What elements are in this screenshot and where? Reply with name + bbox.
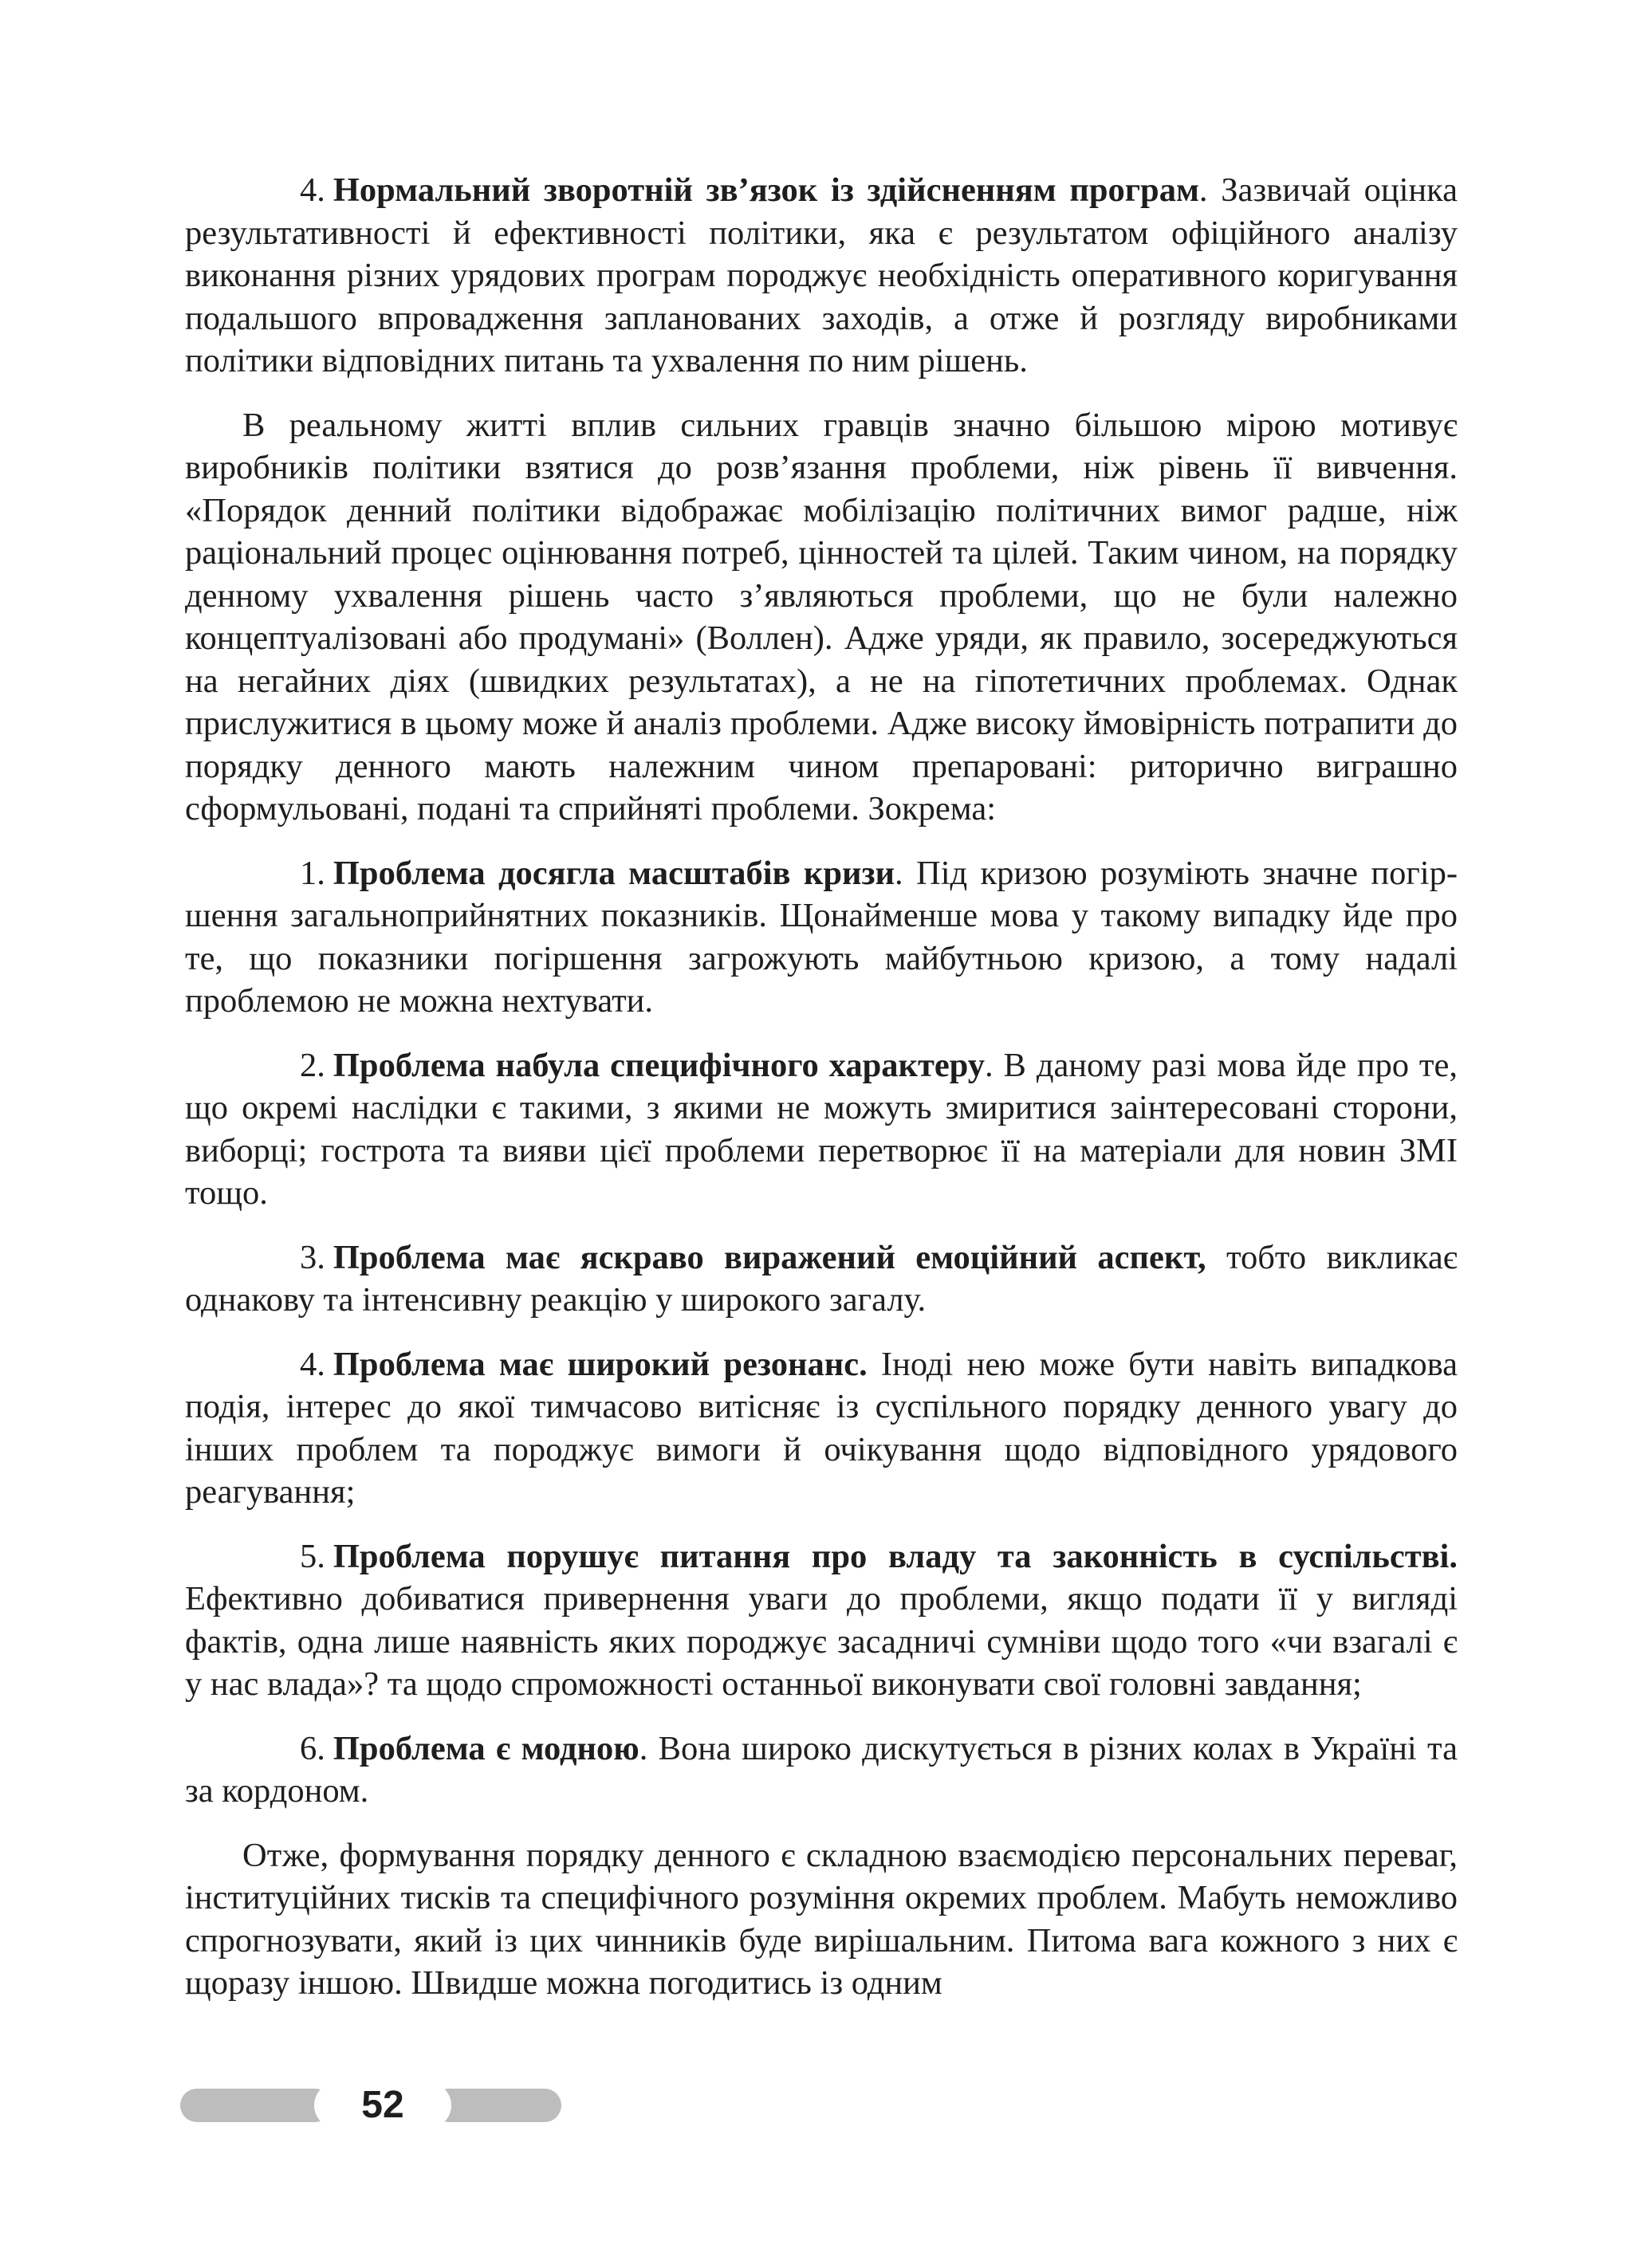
- list-number: 4.: [300, 1345, 325, 1383]
- paragraph-heading: Нормальний зворотній зв’язок із здійсненням програм: [333, 171, 1199, 209]
- paragraph-heading: Проблема має яскраво виражений емоційний аспект,: [333, 1238, 1206, 1276]
- list-number: 5.: [300, 1537, 325, 1575]
- paragraph-heading: Проблема досягла масштабів кризи: [333, 854, 895, 892]
- paragraph-text: Іноді нею може бути навіть випадкова подія, інтерес до якої тимчасово витісняє із суспільного порядку денного увагу до інших проблем та породжує вимоги й очікування щодо відповідного урядового реагування;: [185, 1345, 1458, 1511]
- paragraph-conclusion: [185, 1834, 1458, 2005]
- list-item-power: [185, 1535, 1458, 1706]
- page-body: [185, 169, 1458, 2026]
- paragraph-text: В реальному житті вплив сильних гравців значно більшою мірою мотивує виробників політики взятися до розв’язання проблеми, ніж рівень її вивчення. «Порядок денний політики відображає мобілізацію політичних вимог радше, ніж раціональний процес оцінювання потреб, цінностей та цілей. Таким чином, на порядку денному ухвалення рішень часто з’являються проблеми, що не були належно концептуалізовані або продумані» (Воллен). Адже уряди, як правило, зосереджуються на негайних діях (швидких результатах), а не на гіпотетичних проблемах. Однак прислужитися в цьому може й аналіз проблеми. Адже високу ймовірність потрапити до порядку денного мають належним чином препаровані: риторично виграшно сформульовані, подані та сприйняті проблеми. Зокрема:: [185, 406, 1458, 827]
- list-number: 6.: [300, 1729, 325, 1767]
- paragraph-text: Отже, формування порядку денного є складною взаємодією персональних переваг, інституційних тисків та специфічного розуміння окремих проблем. Мабуть неможливо спрогнозувати, який із цих чинників буде вирішальним. Питома вага кожного з них є щоразу іншою. Швидше можна погодитись із одним: [185, 1836, 1458, 2002]
- paragraph-text: . Під кризою розуміють значне погіршення загальноприйнятних показників. Щонайменше мова у такому випадку йде про те, що показники погіршення загрожують майбутньою кризою, а тому надалі проблемою не можна нехтувати.: [185, 854, 1458, 1020]
- page-footer: [180, 2082, 561, 2128]
- page-number: 52: [314, 2082, 451, 2128]
- paragraph-heading: Проблема набула специфічного характеру: [333, 1046, 986, 1084]
- list-item-resonance: [185, 1343, 1458, 1514]
- paragraph-text: . В даному разі мова йде про те, що окремі наслідки є такими, з якими не можуть змиритися заінтересовані сторони, виборці; гострота та вияви цієї проблеми перетворює її на матеріали для новин ЗМІ тощо.: [185, 1046, 1458, 1212]
- paragraph-heading: Проблема порушує питання про владу та законність в суспільстві.: [333, 1537, 1458, 1575]
- footer-bar-left: [180, 2089, 332, 2122]
- list-item-crisis: [185, 852, 1458, 1023]
- list-item-emotional: [185, 1236, 1458, 1322]
- footer-bar-right: [432, 2089, 561, 2122]
- paragraph-text: Ефективно добиватися привернення уваги до проблеми, якщо подати її у вигляді фактів, одна лише наявність яких породжує засадничі сумніви щодо того «чи взагалі є у нас влада»? та щодо спроможності останньої виконувати свої головні завдання;: [185, 1580, 1458, 1703]
- list-item-fashionable: [185, 1728, 1458, 1813]
- list-number: 1.: [300, 854, 325, 892]
- paragraph-text: тобто викликає однакову та інтенсивну реакцію у широкого загалу.: [185, 1238, 1458, 1319]
- list-number: 3.: [300, 1238, 325, 1276]
- list-item-specific: [185, 1044, 1458, 1215]
- list-number: 2.: [300, 1046, 325, 1084]
- paragraph-heading: Проблема є модною: [333, 1729, 639, 1767]
- paragraph-heading: Проблема має широкий резонанс.: [333, 1345, 868, 1383]
- paragraph-text: . Зазвичай оцінка результативності й ефективності політики, яка є результатом офіційного аналізу виконання різних урядових програм породжує необхідність оперативного коригування подальшого впровадження запланованих заходів, а отже й розгляду виробниками політики відповідних питань та ухвалення по ним рішень.: [185, 171, 1458, 379]
- paragraph-real-life: [185, 404, 1458, 831]
- paragraph-text: . Вона широко дискутується в різних колах в Україні та за кордоном.: [185, 1729, 1458, 1810]
- list-number: 4.: [300, 171, 325, 209]
- paragraph-feedback: [185, 169, 1458, 383]
